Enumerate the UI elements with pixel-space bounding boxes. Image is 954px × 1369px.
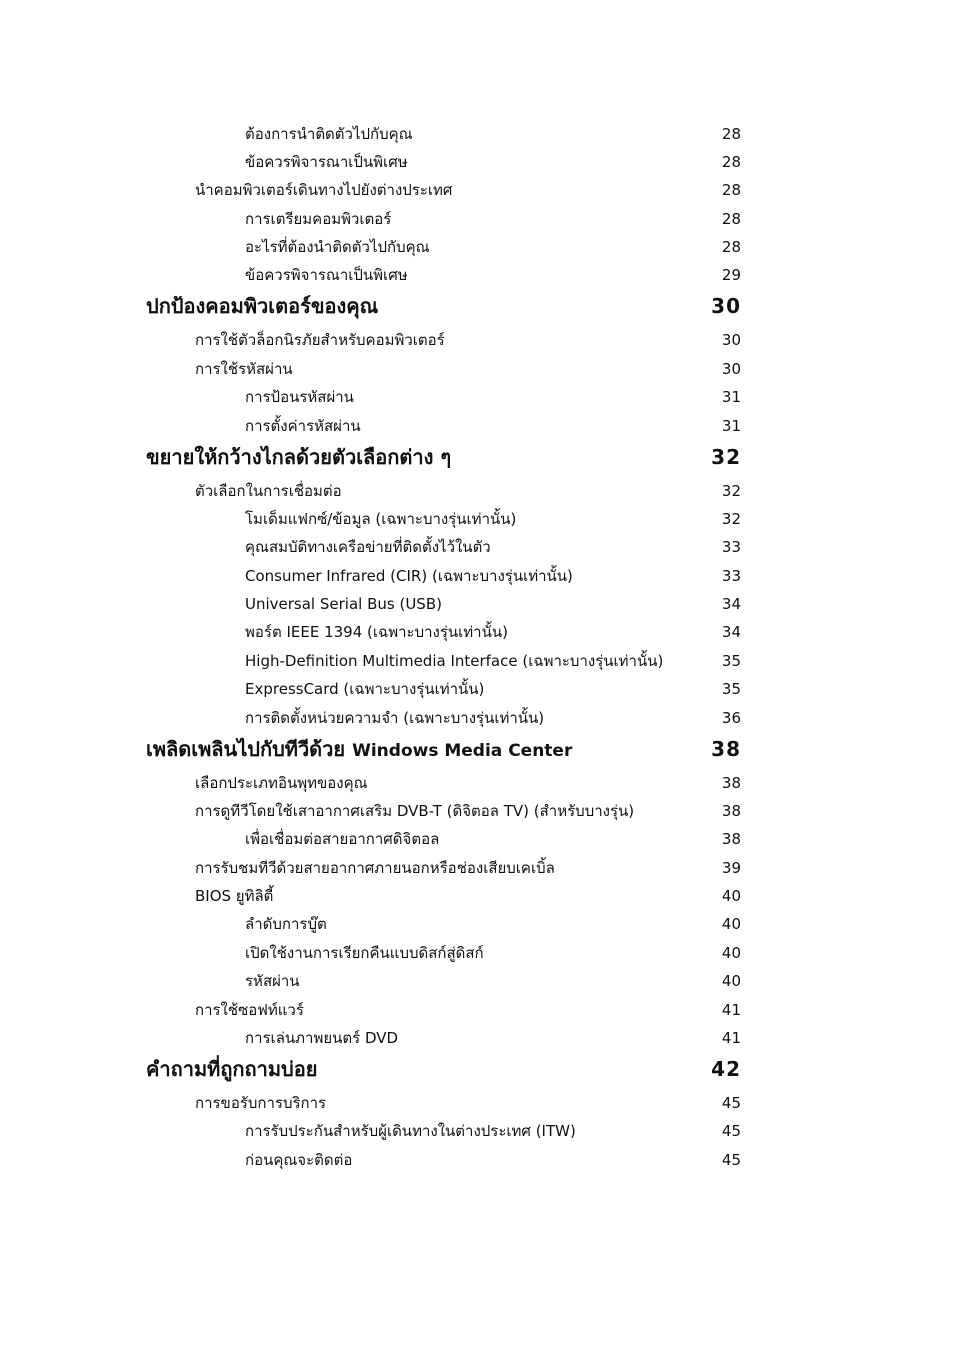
toc-chapter-title — [146, 735, 572, 765]
toc-entry-title: การตั้งค่ารหัสผ่าน — [245, 417, 361, 435]
toc-entry-title: โมเด็มแฟกซ์/ข้อมูล (เฉพาะบางรุ่นเท่านั้น) — [245, 510, 517, 528]
toc-entry[interactable] — [0, 233, 954, 261]
toc-entry[interactable] — [0, 882, 954, 910]
toc-entry-page: 40 — [721, 915, 741, 933]
toc-entry-title: เพื่อเชื่อมต่อสายอากาศดิจิตอล — [245, 830, 440, 848]
toc-entry[interactable] — [0, 355, 954, 383]
toc-entry[interactable] — [0, 910, 954, 938]
toc-entry-page: 28 — [721, 125, 741, 143]
toc-chapter[interactable] — [0, 735, 954, 763]
toc-entry-page: 28 — [721, 181, 741, 199]
toc-entry-page: 40 — [721, 972, 741, 990]
toc-entry-title: คุณสมบัติทางเครือข่ายที่ติดตั้งไว้ในตัว — [245, 538, 491, 556]
toc-entry[interactable] — [0, 675, 954, 703]
toc-entry-page: 32 — [721, 510, 741, 528]
toc-entry[interactable] — [0, 383, 954, 411]
toc-chapter-title: ปกป้องคอมพิวเตอร์ของคุณ — [146, 294, 379, 318]
toc-entry-title: การใช้ตัวล็อกนิรภัยสำหรับคอมพิวเตอร์ — [195, 331, 445, 349]
toc-entry[interactable] — [0, 505, 954, 533]
toc-entry-title: การดูทีวีโดยใช้เสาอากาศเสริม DVB-T (ดิจิตอล TV) (สำหรับบางรุ่น) — [195, 802, 635, 820]
toc-entry-title: เปิดใช้งานการเรียกคืนแบบดิสก์สู่ดิสก์ — [245, 944, 484, 962]
toc-entry-title: การขอรับการบริการ — [195, 1094, 327, 1112]
toc-chapter-title: คำถามที่ถูกถามบ่อย — [146, 1057, 318, 1081]
toc-entry[interactable] — [0, 647, 954, 675]
toc-entry[interactable] — [0, 1117, 954, 1145]
toc-chapter[interactable] — [0, 1055, 954, 1083]
toc-entry[interactable] — [0, 205, 954, 233]
toc-entry-page: 38 — [721, 802, 741, 820]
toc-chapter[interactable] — [0, 443, 954, 471]
toc-entry-title: การรับประกันสำหรับผู้เดินทางในต่างประเทศ (ITW) — [245, 1122, 576, 1140]
toc-entry-page: 45 — [721, 1094, 741, 1112]
toc-entry-title: เลือกประเภทอินพุทของคุณ — [195, 774, 368, 792]
toc-entry[interactable] — [0, 562, 954, 590]
toc-entry-title: นำคอมพิวเตอร์เดินทางไปยังต่างประเทศ — [195, 181, 453, 199]
toc-entry-page: 41 — [721, 1029, 741, 1047]
toc-entry-page: 31 — [721, 417, 741, 435]
toc-chapter[interactable] — [0, 292, 954, 320]
toc-entry-page: 40 — [721, 887, 741, 905]
toc-entry[interactable] — [0, 261, 954, 289]
toc-entry-page: 34 — [721, 595, 741, 613]
toc-chapter-title: ขยายให้กว้างไกลด้วยตัวเลือกต่าง ๆ — [146, 445, 452, 469]
toc-entry[interactable] — [0, 967, 954, 995]
toc-entry-title: ตัวเลือกในการเชื่อมต่อ — [195, 482, 342, 500]
toc-entry-title: BIOS ยูทิลิตี้ — [195, 887, 274, 905]
toc-entry[interactable] — [0, 590, 954, 618]
toc-entry-page: 39 — [721, 859, 741, 877]
toc-entry[interactable] — [0, 533, 954, 561]
toc-chapter-title-thai: เพลิดเพลินไปกับทีวีด้วย — [146, 737, 346, 761]
toc-entry-page: 40 — [721, 944, 741, 962]
toc-entry-page: 38 — [721, 774, 741, 792]
toc-chapter-page: 30 — [711, 294, 741, 318]
toc-entry-page: 41 — [721, 1001, 741, 1019]
toc-entry-title: การใช้ซอฟท์แวร์ — [195, 1001, 304, 1019]
toc-entry[interactable] — [0, 618, 954, 646]
toc-entry[interactable] — [0, 326, 954, 354]
toc-entry-title: ลำดับการบู๊ต — [245, 915, 327, 933]
toc-entry[interactable] — [0, 120, 954, 148]
toc-entry[interactable] — [0, 1089, 954, 1117]
toc-entry-page: 30 — [721, 360, 741, 378]
toc-entry-title: การเล่นภาพยนตร์ DVD — [245, 1029, 399, 1047]
toc-entry-page: 45 — [721, 1122, 741, 1140]
toc-entry-page: 29 — [721, 266, 741, 284]
toc-entry-title: Consumer Infrared (CIR) (เฉพาะบางรุ่นเท่านั้น) — [245, 567, 573, 585]
toc-entry-title: ข้อควรพิจารณาเป็นพิเศษ — [245, 153, 408, 171]
toc-entry-page: 35 — [721, 652, 741, 670]
toc-entry[interactable] — [0, 704, 954, 732]
toc-entry-title: การรับชมทีวีด้วยสายอากาศภายนอกหรือช่องเสียบเคเบิ้ล — [195, 859, 555, 877]
toc-entry-title: การติดตั้งหน่วยความจำ (เฉพาะบางรุ่นเท่านั้น) — [245, 709, 545, 727]
toc-entry-page: 38 — [721, 830, 741, 848]
toc-entry-title: อะไรที่ต้องนำติดตัวไปกับคุณ — [245, 238, 430, 256]
toc-entry-page: 35 — [721, 680, 741, 698]
toc-entry-title: ExpressCard (เฉพาะบางรุ่นเท่านั้น) — [245, 680, 485, 698]
toc-entry-title: Universal Serial Bus (USB) — [245, 595, 442, 613]
toc-chapter-title-suffix: Windows Media Center — [352, 741, 573, 761]
toc-entry-title: การเตรียมคอมพิวเตอร์ — [245, 210, 392, 228]
toc-entry-page: 32 — [721, 482, 741, 500]
toc-entry[interactable] — [0, 148, 954, 176]
toc-entry-title: รหัสผ่าน — [245, 972, 300, 990]
toc-entry-page: 34 — [721, 623, 741, 641]
toc-entry[interactable] — [0, 769, 954, 797]
toc-chapter-page: 42 — [711, 1057, 741, 1081]
toc-entry-page: 30 — [721, 331, 741, 349]
toc-entry-title: ก่อนคุณจะติดต่อ — [245, 1151, 353, 1169]
toc-entry[interactable] — [0, 939, 954, 967]
toc-entry-title: พอร์ต IEEE 1394 (เฉพาะบางรุ่นเท่านั้น) — [245, 623, 508, 641]
toc-entry-page: 28 — [721, 238, 741, 256]
toc-entry[interactable] — [0, 797, 954, 825]
toc-entry-page: 45 — [721, 1151, 741, 1169]
toc-entry-page: 28 — [721, 210, 741, 228]
toc-chapter-page: 38 — [711, 737, 741, 761]
toc-entry-page: 28 — [721, 153, 741, 171]
toc-entry-page: 33 — [721, 538, 741, 556]
toc-entry[interactable] — [0, 1146, 954, 1174]
toc-entry[interactable] — [0, 176, 954, 204]
toc-entry[interactable] — [0, 1024, 954, 1052]
toc-entry-page: 33 — [721, 567, 741, 585]
toc-entry-title: การใช้รหัสผ่าน — [195, 360, 293, 378]
toc-entry[interactable] — [0, 854, 954, 882]
toc-entry-title: การป้อนรหัสผ่าน — [245, 388, 354, 406]
toc-entry-page: 36 — [721, 709, 741, 727]
toc-entry[interactable] — [0, 996, 954, 1024]
toc-entry[interactable] — [0, 477, 954, 505]
toc-chapter-page: 32 — [711, 445, 741, 469]
toc-entry-title: ข้อควรพิจารณาเป็นพิเศษ — [245, 266, 408, 284]
toc-entry-page: 31 — [721, 388, 741, 406]
toc-entry[interactable] — [0, 825, 954, 853]
toc-entry[interactable] — [0, 412, 954, 440]
toc-entry-title: High-Definition Multimedia Interface (เฉพาะบางรุ่นเท่านั้น) — [245, 652, 664, 670]
toc-entry-title: ต้องการนำติดตัวไปกับคุณ — [245, 125, 413, 143]
